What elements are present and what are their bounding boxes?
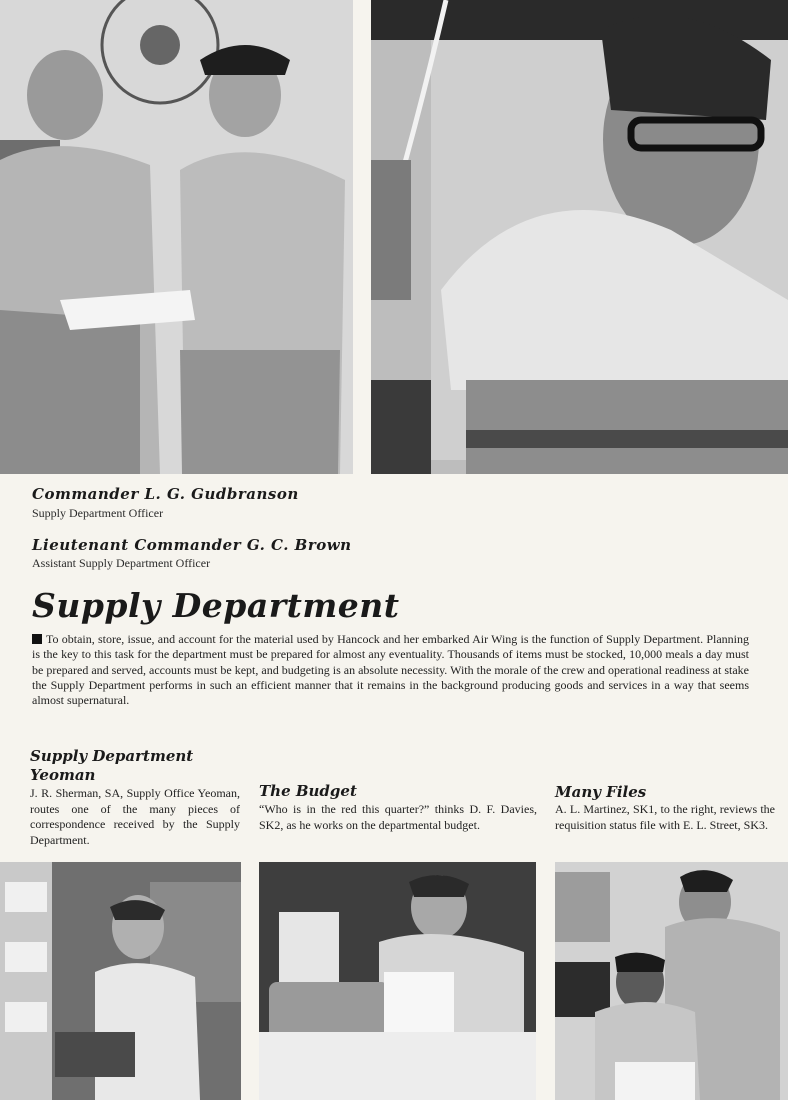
officer2-name: Lieutenant Commander G. C. Brown xyxy=(32,536,352,554)
yeoman-illustration xyxy=(0,862,241,1100)
yeoman-text: J. R. Sherman, SA, Supply Office Yeoman, routes one of the many pieces of correspondence received by the Supply Department. xyxy=(30,786,240,847)
department-body-text: To obtain, store, issue, and account for the material used by Hancock and her embarked Air Wing is the function of Supply Department. Planning is the key to this task for the department must be prepared for almost any eventuality. Thousands of items must be stocked, 10,000 meals a day must be prepared and served, accounts must be kept, and budgeting is an absolute necessity. With the morale of the crew and operational readiness at stake the Supply Department performs in such an efficient manner that it remains in the background producing goods and services in a way that seems almost supernatural. xyxy=(32,632,749,708)
department-title: Supply Department xyxy=(32,586,400,625)
photo-files xyxy=(555,862,788,1100)
paragraph-bullet xyxy=(32,634,42,644)
photo-sailor-cabinet xyxy=(371,0,788,474)
officer1-name: Commander L. G. Gudbranson xyxy=(32,485,299,503)
photo-officers xyxy=(0,0,353,474)
photo-budget xyxy=(259,862,536,1100)
files-illustration xyxy=(555,862,788,1100)
photo-yeoman xyxy=(0,862,241,1100)
files-heading: Many Files xyxy=(555,783,647,801)
budget-illustration xyxy=(259,862,536,1100)
budget-text: “Who is in the red this quarter?” thinks D. F. Davies, SK2, as he works on the departmental budget. xyxy=(259,802,537,832)
yeoman-heading: Supply Department Yeoman xyxy=(30,747,194,784)
department-body xyxy=(32,632,749,708)
budget-heading: The Budget xyxy=(259,782,357,800)
officer2-title: Assistant Supply Department Officer xyxy=(32,556,211,570)
files-text: A. L. Martinez, SK1, to the right, reviews the requisition status file with E. L. Street, SK3. xyxy=(555,802,775,832)
officer1-title: Supply Department Officer xyxy=(32,506,164,520)
officers-illustration xyxy=(0,0,353,474)
sailor-cabinet-illustration xyxy=(371,0,788,474)
